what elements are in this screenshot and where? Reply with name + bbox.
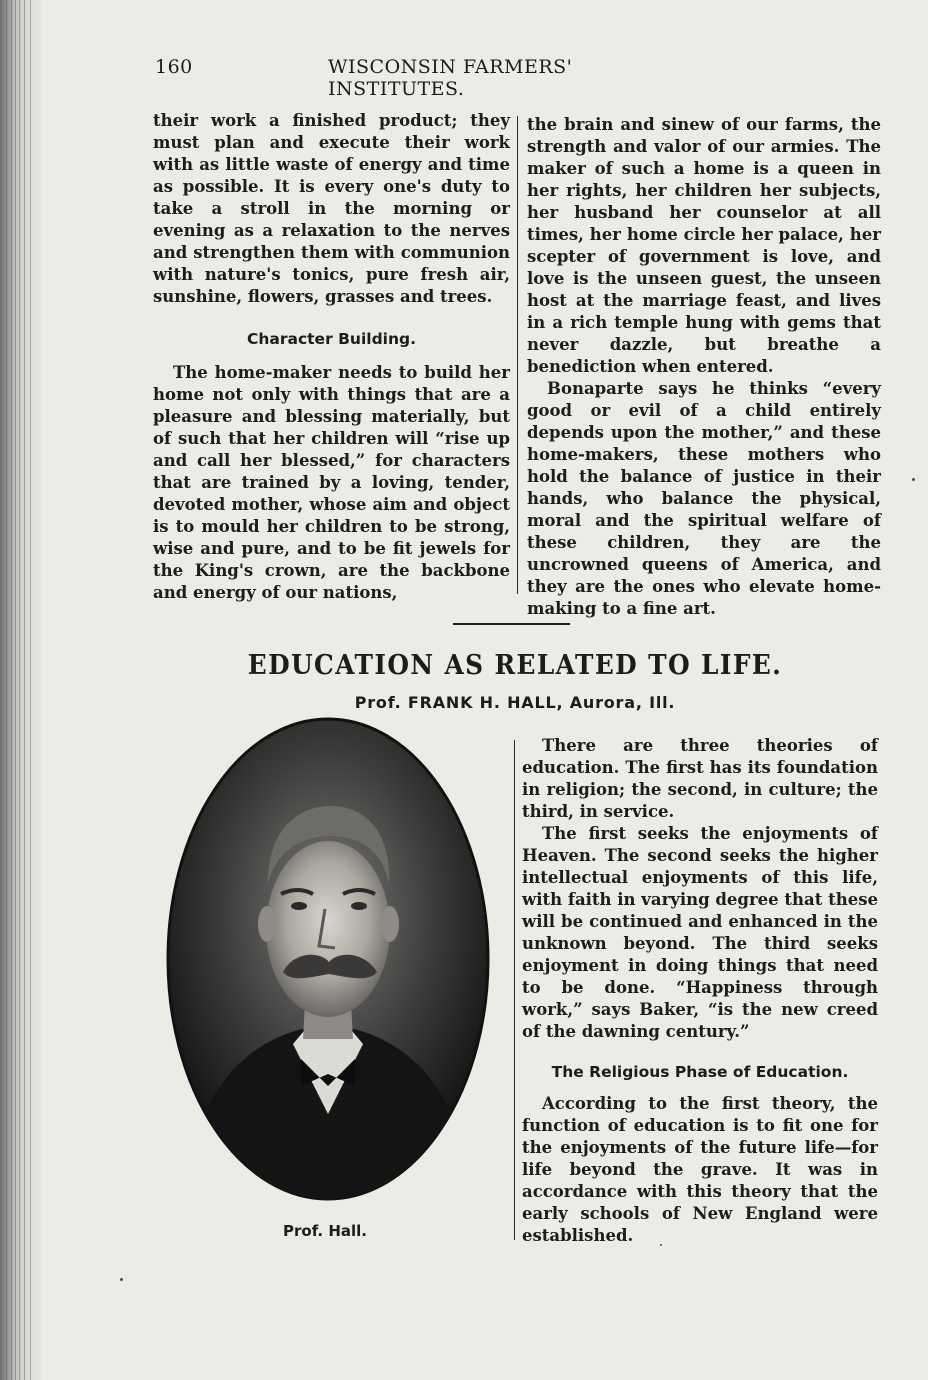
subheading-character-building: Character Building. [246, 330, 417, 348]
section-divider [453, 623, 570, 625]
paper-speck [660, 1244, 662, 1246]
running-title: WISCONSIN FARMERS' INSTITUTES. [328, 56, 573, 100]
paragraph: Bonaparte says he thinks “every good or evil of a child entirely depends upon the mother,” and these home-makers, these mothers who hold the balance of justice in their hands, who balance the physical, moral and the spiritual welfare of these children, they are the uncrowned queens of America, and they are the ones who elevate home-making to a fine art. [527, 379, 881, 618]
book-binding-shadow [0, 0, 42, 1380]
article-right-column [522, 735, 878, 1247]
paper-speck [120, 1278, 123, 1281]
portrait-illustration [163, 714, 493, 1204]
paragraph: There are three theories of education. The first has its foundation in religion; the second, in culture; the third, in service. [522, 736, 878, 821]
portrait-caption: Prof. Hall. [283, 1222, 367, 1240]
column-divider [514, 740, 515, 1240]
paragraph: According to the first theory, the function of education is to fit one for the enjoyments of the future life—for life beyond the grave. It was in accordance with this theory that the early schools of New England were established. [522, 1094, 878, 1245]
previous-article-right-column [527, 114, 881, 620]
page-number: 160 [155, 56, 193, 78]
paragraph: the brain and sinew of our farms, the strength and valor of our armies. The maker of such a home is a queen in her rights, her children her subjects, her husband her counselor at all times, her home circle her palace, her scepter of government is love, and love is the unseen guest, the unseen host at the marriage feast, and lives in a rich temple hung with gems that never dazzle, but breathe a benediction when entered. [527, 115, 881, 376]
paragraph: The first seeks the enjoyments of Heaven. The second seeks the higher intellectual enjoyments of this life, with faith in varying degree that these will be continued and enhanced in the unknown beyond. The third seeks enjoyment in doing things that need to be done. “Happiness through work,” says Baker, “is the new creed of the dawning century.” [522, 824, 878, 1041]
page-header [155, 56, 715, 100]
column-divider [517, 116, 518, 594]
portrait-photo [163, 714, 493, 1204]
previous-article-left-column [153, 110, 510, 604]
paragraph: their work a finished product; they must plan and execute their work with as little waste of energy and time as possible. It is every one's duty to take a stroll in the morning or evening as a relaxation to the nerves and strengthen them with communion with nature's tonics, pure fresh air, sunshine, flowers, grasses and trees. [153, 111, 510, 306]
paper-speck [912, 478, 915, 481]
article-title: EDUCATION AS RELATED TO LIFE. [247, 650, 783, 681]
article-byline: Prof. FRANK H. HALL, Aurora, Ill. [354, 693, 676, 712]
subheading-religious-phase: The Religious Phase of Education. [551, 1063, 849, 1081]
paragraph: The home-maker needs to build her home not only with things that are a pleasure and blessing materially, but of such that her children will “rise up and call her blessed,” for characters that are trained by a loving, tender, devoted mother, whose aim and object is to mould her children to be strong, wise and pure, and to be fit jewels for the King's crown, are the backbone and energy of our nations, [153, 363, 510, 602]
